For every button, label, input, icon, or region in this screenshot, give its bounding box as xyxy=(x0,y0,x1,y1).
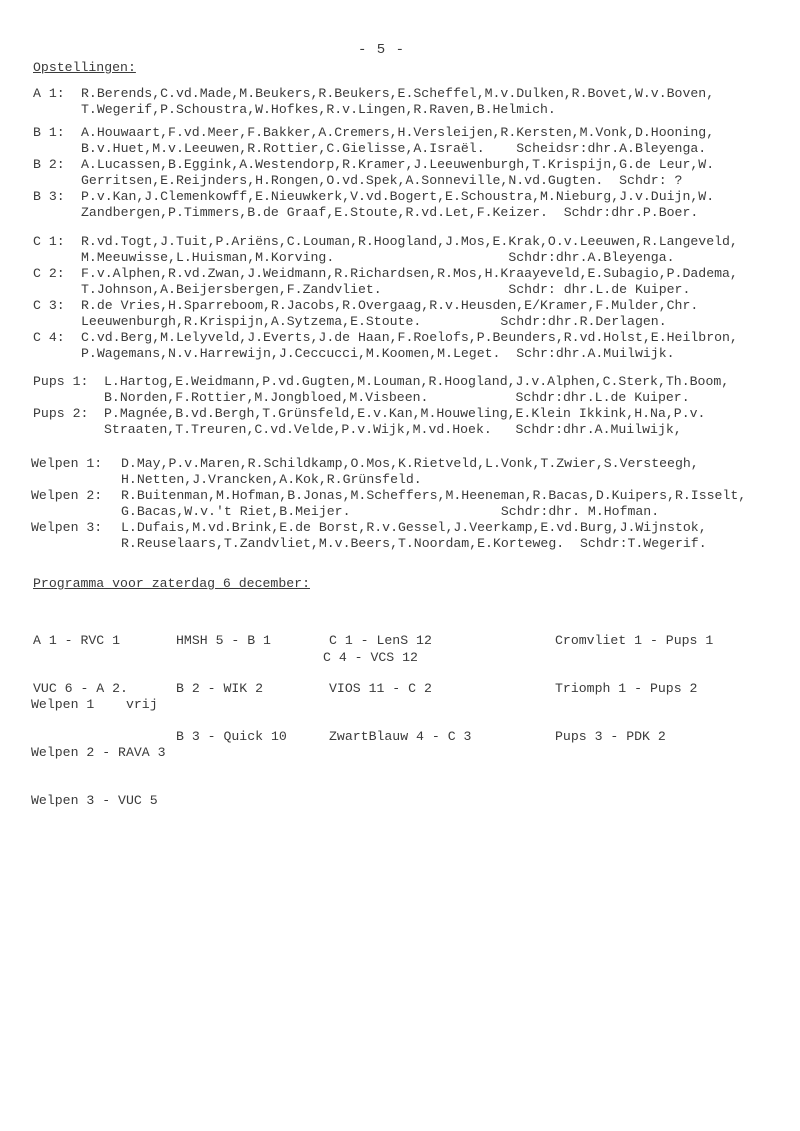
team-label: B 2: xyxy=(33,157,65,172)
team-players-line: R.Berends,C.vd.Made,M.Beukers,R.Beukers,E.Scheffel,M.v.Dulken,R.Bovet,W.v.Boven, xyxy=(81,86,715,101)
team-label: A 1: xyxy=(33,86,65,101)
team-players-line: P.v.Kan,J.Clemenkowff,E.Nieuwkerk,V.vd.Bogert,E.Schoustra,M.Nieburg,J.v.Duijn,W. xyxy=(81,189,715,204)
match: B 2 - WIK 2 xyxy=(176,681,264,696)
match: Triomph 1 - Pups 2 xyxy=(555,681,698,696)
team-players-line: R.Reuselaars,T.Zandvliet,M.v.Beers,T.Noordam,E.Korteweg. Schdr:T.Wegerif. xyxy=(121,536,707,551)
team-label: Pups 2: xyxy=(33,406,89,421)
schedule-col-b xyxy=(176,601,287,761)
opstellingen-heading: Opstellingen: xyxy=(33,60,136,75)
team-players-line: F.v.Alphen,R.vd.Zwan,J.Weidmann,R.Richardsen,R.Mos,H.Kraayeveld,E.Subagio,P.Dadema, xyxy=(81,266,738,281)
match: C 1 - LenS 12 xyxy=(329,633,432,648)
team-label: Welpen 2: xyxy=(31,488,103,503)
team-players-line: C.vd.Berg,M.Lelyveld,J.Everts,J.de Haan,F.Roelofs,P.Beunders,R.vd.Holst,E.Heilbron, xyxy=(81,330,738,345)
team-players-line: Straaten,T.Treuren,C.vd.Velde,P.v.Wijk,M.vd.Hoek. Schdr:dhr.A.Muilwijk, xyxy=(104,422,682,437)
team-players-line: B.v.Huet,M.v.Leeuwen,R.Rottier,C.Gielisse,A.Israël. Scheidsr:dhr.A.Bleyenga. xyxy=(81,141,707,156)
match: B 3 - Quick 10 xyxy=(176,729,287,744)
team-label: B 3: xyxy=(33,189,65,204)
team-players-line: R.vd.Togt,J.Tuit,P.Ariëns,C.Louman,R.Hoogland,J.Mos,E.Krak,O.v.Leeuwen,R.Langeveld, xyxy=(81,234,738,249)
programma-heading: Programma voor zaterdag 6 december: xyxy=(33,576,310,591)
team-players-line: R.Buitenman,M.Hofman,B.Jonas,M.Scheffers,M.Heeneman,R.Bacas,D.Kuipers,R.Isselt, xyxy=(121,488,747,503)
team-label: C 3: xyxy=(33,298,65,313)
team-players-line: Leeuwenburgh,R.Krispijn,A.Sytzema,E.Stoute. Schdr:dhr.R.Derlagen. xyxy=(81,314,667,329)
team-label: Welpen 3: xyxy=(31,520,103,535)
team-label: B 1: xyxy=(33,125,65,140)
team-players-line: P.Magnée,B.vd.Bergh,T.Grünsfeld,E.v.Kan,M.Houweling,E.Klein Ikkink,H.Na,P.v. xyxy=(104,406,706,421)
match: VIOS 11 - C 2 xyxy=(329,681,432,696)
match: Pups 3 - PDK 2 xyxy=(555,729,666,744)
team-players-line: T.Johnson,A.Beijersbergen,F.Zandvliet. Schdr: dhr.L.de Kuiper. xyxy=(81,282,691,297)
team-players-line: Zandbergen,P.Timmers,B.de Graaf,E.Stoute,R.vd.Let,F.Keizer. Schdr:dhr.P.Boer. xyxy=(81,205,699,220)
team-players-line: L.Dufais,M.vd.Brink,E.de Borst,R.v.Gessel,J.Veerkamp,E.vd.Burg,J.Wijnstok, xyxy=(121,520,707,535)
match: A 1 - RVC 1 xyxy=(33,633,121,648)
team-players-line: M.Meeuwisse,L.Huisman,M.Korving. Schdr:dhr.A.Bleyenga. xyxy=(81,250,675,265)
match: Welpen 2 - RAVA 3 xyxy=(31,745,166,760)
team-players-line: L.Hartog,E.Weidmann,P.vd.Gugten,M.Louman,R.Hoogland,J.v.Alphen,C.Sterk,Th.Boom, xyxy=(104,374,730,389)
team-label: C 1: xyxy=(33,234,65,249)
team-label: Welpen 1: xyxy=(31,456,103,471)
team-players-line: P.Wagemans,N.v.Harrewijn,J.Ceccucci,M.Koomen,M.Leget. Schr:dhr.A.Muilwijk. xyxy=(81,346,675,361)
match: C 4 - VCS 12 xyxy=(323,650,418,665)
team-players-line: H.Netten,J.Vrancken,A.Kok,R.Grünsfeld. xyxy=(121,472,422,487)
match: ZwartBlauw 4 - C 3 xyxy=(329,729,472,744)
schedule-welpen xyxy=(31,665,166,825)
team-players-line: D.May,P.v.Maren,R.Schildkamp,O.Mos,K.Rietveld,L.Vonk,T.Zwier,S.Versteegh, xyxy=(121,456,699,471)
team-label: C 4: xyxy=(33,330,65,345)
match: VUC 6 - A 2. xyxy=(33,681,128,696)
team-players-line: T.Wegerif,P.Schoustra,W.Hofkes,R.v.Lingen,R.Raven,B.Helmich. xyxy=(81,102,556,117)
team-players-line: A.Lucassen,B.Eggink,A.Westendorp,R.Kramer,J.Leeuwenburgh,T.Krispijn,G.de Leur,W. xyxy=(81,157,715,172)
team-players-line: A.Houwaart,F.vd.Meer,F.Bakker,A.Cremers,H.Versleijen,R.Kersten,M.Vonk,D.Hooning, xyxy=(81,125,715,140)
schedule-col-pups xyxy=(555,601,713,761)
match: Cromvliet 1 - Pups 1 xyxy=(555,633,714,648)
team-label: Pups 1: xyxy=(33,374,89,389)
match: Welpen 1 vrij xyxy=(31,697,158,712)
team-players-line: G.Bacas,W.v.'t Riet,B.Meijer. Schdr:dhr. M.Hofman. xyxy=(121,504,660,519)
page-number: - 5 - xyxy=(358,42,406,58)
match: Welpen 3 - VUC 5 xyxy=(31,793,158,808)
team-players-line: B.Norden,F.Rottier,M.Jongbloed,M.Visbeen. Schdr:dhr.L.de Kuiper. xyxy=(104,390,690,405)
team-label: C 2: xyxy=(33,266,65,281)
team-players-line: Gerritsen,E.Reijnders,H.Rongen,O.vd.Spek,A.Sonneville,N.vd.Gugten. Schdr: ? xyxy=(81,173,683,188)
match: HMSH 5 - B 1 xyxy=(176,633,271,648)
schedule-col-c xyxy=(329,601,471,761)
team-players-line: R.de Vries,H.Sparreboom,R.Jacobs,R.Overgaag,R.v.Heusden,E/Kramer,F.Mulder,Chr. xyxy=(81,298,699,313)
